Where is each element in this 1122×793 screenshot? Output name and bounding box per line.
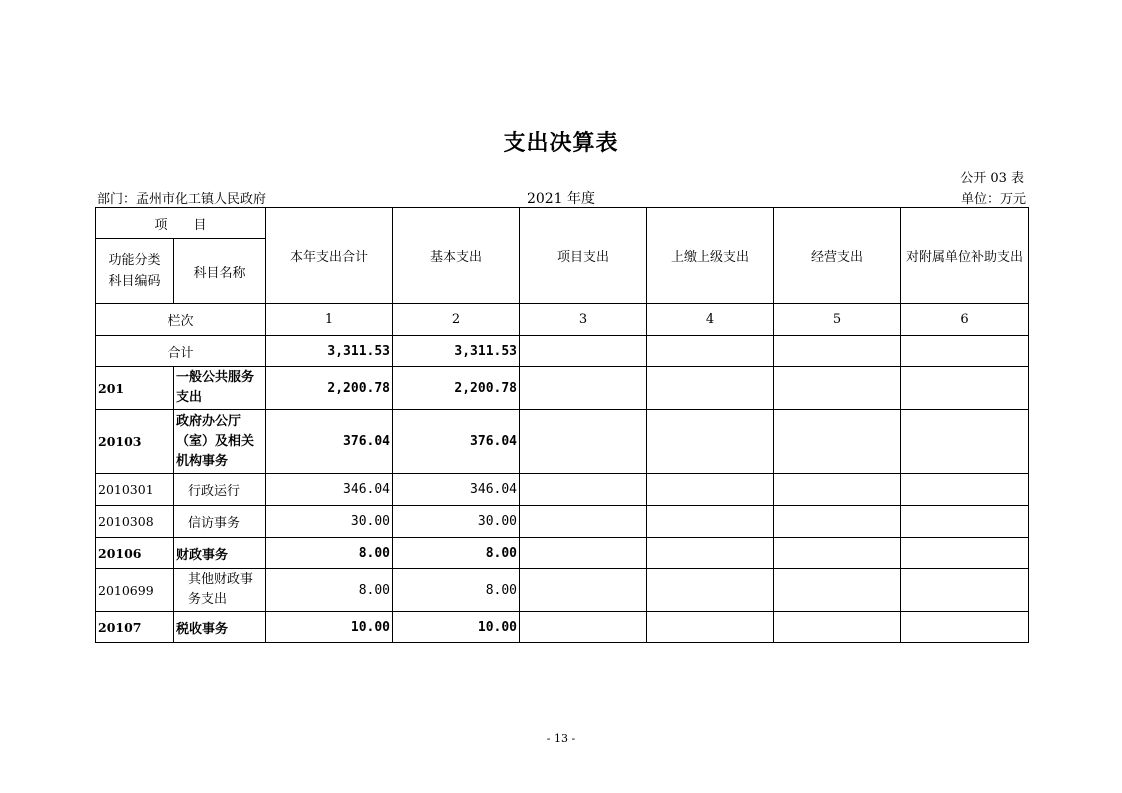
total-c2: 3,311.53 xyxy=(393,336,520,367)
row-c2: 30.00 xyxy=(393,506,520,538)
row-name: 行政运行 xyxy=(174,474,266,506)
row-c1: 346.04 xyxy=(266,474,393,506)
header-row xyxy=(96,208,1029,239)
table-row xyxy=(96,612,1029,643)
unit-label: 单位：万元 xyxy=(960,192,1026,207)
table-row xyxy=(96,506,1029,538)
column-index-row xyxy=(96,304,1029,336)
table-row xyxy=(96,367,1029,410)
total-c1: 3,311.53 xyxy=(266,336,393,367)
column-index: 4 xyxy=(647,304,774,336)
expenditure-table xyxy=(95,207,1029,643)
col-subsidy-header: 对附属单位补助支出 xyxy=(901,208,1029,304)
func-code-header: 功能分类 科目编码 xyxy=(96,239,174,304)
page-title: 支出决算表 xyxy=(503,131,619,156)
column-index: 3 xyxy=(520,304,647,336)
total-label: 合计 xyxy=(96,336,266,367)
row-code: 2010699 xyxy=(96,569,174,612)
total-row xyxy=(96,336,1029,367)
row-c1: 8.00 xyxy=(266,538,393,569)
row-name: 财政事务 xyxy=(174,538,266,569)
form-number: 公开 03 表 xyxy=(960,171,1024,186)
column-index: 2 xyxy=(393,304,520,336)
table-row xyxy=(96,538,1029,569)
row-code: 20106 xyxy=(96,538,174,569)
row-c2: 2,200.78 xyxy=(393,367,520,410)
row-name: 其他财政事务支出 xyxy=(174,569,266,612)
department-label: 部门：孟州市化工镇人民政府 xyxy=(97,192,267,207)
row-c2: 8.00 xyxy=(393,538,520,569)
item-header: 项 目 xyxy=(96,208,266,239)
row-code: 201 xyxy=(96,367,174,410)
column-index: 6 xyxy=(901,304,1029,336)
row-c1: 10.00 xyxy=(266,612,393,643)
row-c1: 30.00 xyxy=(266,506,393,538)
row-c1: 376.04 xyxy=(266,410,393,474)
col-business-header: 经营支出 xyxy=(774,208,901,304)
table-row xyxy=(96,569,1029,612)
table-row xyxy=(96,474,1029,506)
row-c2: 376.04 xyxy=(393,410,520,474)
column-index-label: 栏次 xyxy=(96,304,266,336)
column-index: 1 xyxy=(266,304,393,336)
col-project-header: 项目支出 xyxy=(520,208,647,304)
page-number: - 13 - xyxy=(546,732,576,745)
row-c1: 8.00 xyxy=(266,569,393,612)
col-upper-header: 上缴上级支出 xyxy=(647,208,774,304)
row-name: 一般公共服务支出 xyxy=(174,367,266,410)
fiscal-year: 2021 年度 xyxy=(526,191,596,207)
table-row xyxy=(96,410,1029,474)
row-c2: 346.04 xyxy=(393,474,520,506)
row-c2: 10.00 xyxy=(393,612,520,643)
column-index: 5 xyxy=(774,304,901,336)
row-code: 20103 xyxy=(96,410,174,474)
row-c1: 2,200.78 xyxy=(266,367,393,410)
col-total-header: 本年支出合计 xyxy=(266,208,393,304)
subject-name-header: 科目名称 xyxy=(174,239,266,304)
row-code: 2010308 xyxy=(96,506,174,538)
row-name: 税收事务 xyxy=(174,612,266,643)
row-name: 政府办公厅（室）及相关机构事务 xyxy=(174,410,266,474)
row-code: 20107 xyxy=(96,612,174,643)
row-c2: 8.00 xyxy=(393,569,520,612)
row-name: 信访事务 xyxy=(174,506,266,538)
row-code: 2010301 xyxy=(96,474,174,506)
col-basic-header: 基本支出 xyxy=(393,208,520,304)
